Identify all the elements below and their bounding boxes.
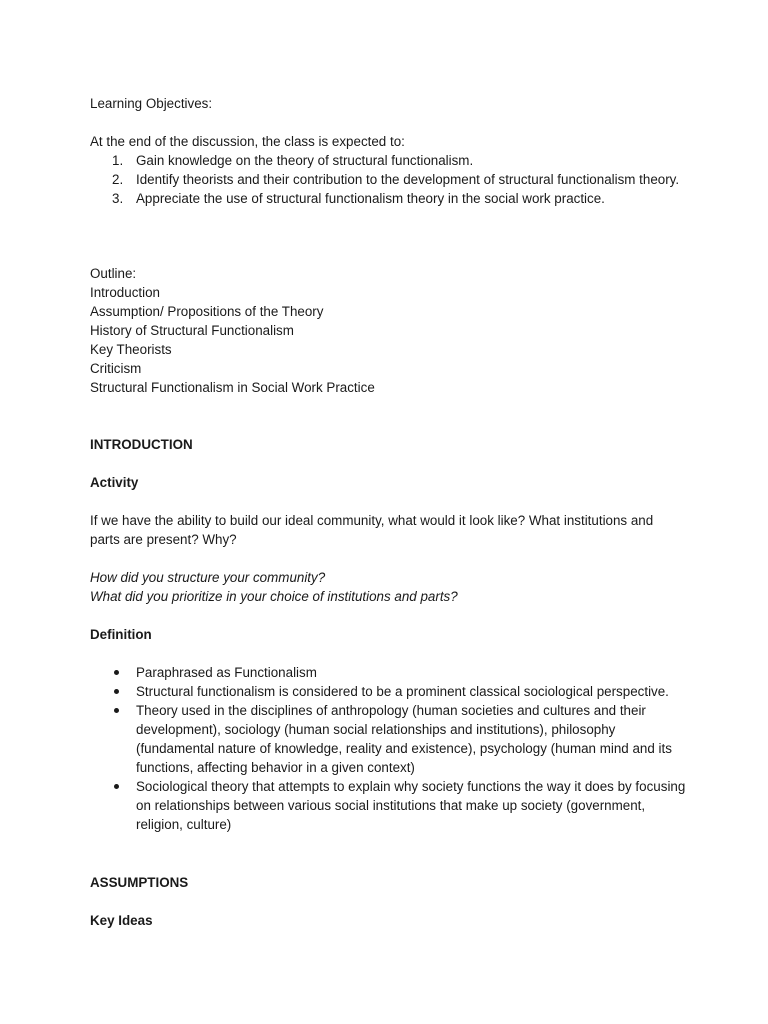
list-text: Identify theorists and their contribution to the development of structural functionalism theory. (136, 172, 680, 187)
assumptions-heading: ASSUMPTIONS (90, 875, 189, 890)
list-number: 2. (112, 172, 124, 187)
activity-heading: Activity (90, 475, 139, 490)
list-item (90, 777, 690, 834)
list-text: Sociological theory that attempts to explain why society functions the way it does by focusing on relationships between various social institutions that make up society (government, religion, culture) (136, 779, 686, 832)
outline-list (90, 283, 375, 397)
list-text: Paraphrased as Functionalism (136, 665, 317, 680)
learning-objectives-intro: At the end of the discussion, the class is expected to: (90, 134, 405, 149)
definition-list (90, 663, 690, 834)
list-text: Theory used in the disciplines of anthropology (human societies and cultures and their development), sociology (human social relationships and institutions), philosophy (fundamental nature of knowledge, reality and existence), psychology (human mind and its functions, affecting behavior in a given context) (136, 703, 672, 775)
list-number: 3. (112, 191, 124, 206)
list-text: Appreciate the use of structural functionalism theory in the social work practice. (136, 191, 605, 206)
bullet-icon (114, 708, 119, 713)
question-structure: How did you structure your community? (90, 570, 326, 585)
list-number: 1. (112, 153, 124, 168)
outline-item: Key Theorists (90, 342, 172, 357)
outline-item: History of Structural Functionalism (90, 323, 294, 338)
list-item (90, 170, 690, 189)
list-item (90, 189, 690, 208)
list-item (90, 701, 690, 777)
question-prioritize: What did you prioritize in your choice of institutions and parts? (90, 589, 458, 604)
outline-item: Structural Functionalism in Social Work Practice (90, 380, 375, 395)
bullet-icon (114, 784, 119, 789)
list-item (90, 682, 690, 701)
list-text: Structural functionalism is considered to be a prominent classical sociological perspective. (136, 684, 669, 699)
list-item (90, 663, 690, 682)
key-ideas-heading: Key Ideas (90, 913, 153, 928)
activity-text: If we have the ability to build our ideal community, what would it look like? What institutions and parts are present? Why? (90, 513, 654, 547)
outline-item: Assumption/ Propositions of the Theory (90, 304, 324, 319)
bullet-icon (114, 689, 119, 694)
introduction-heading: INTRODUCTION (90, 437, 193, 452)
outline-item: Criticism (90, 361, 142, 376)
learning-objectives-heading: Learning Objectives: (90, 96, 213, 111)
list-text: Gain knowledge on the theory of structural functionalism. (136, 153, 474, 168)
list-item (90, 151, 690, 170)
definition-heading: Definition (90, 627, 152, 642)
bullet-icon (114, 670, 119, 675)
objectives-list (90, 151, 690, 208)
outline-heading: Outline: (90, 266, 137, 281)
outline-item: Introduction (90, 285, 160, 300)
